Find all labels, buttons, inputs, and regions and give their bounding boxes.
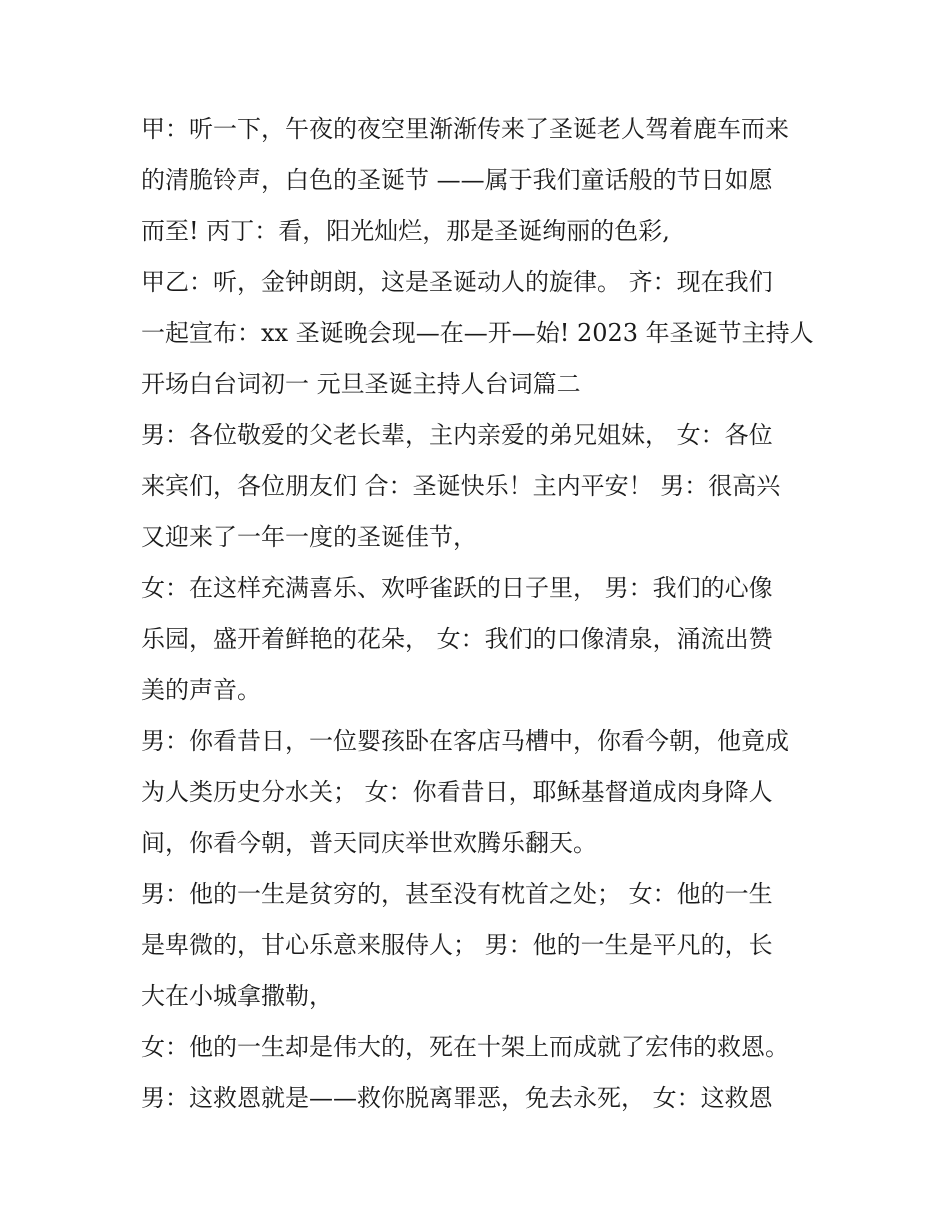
text-line: 男：各位敬爱的父老长辈，主内亲爱的弟兄姐妹， 女：各位 <box>141 421 773 449</box>
text-line: 间，你看今朝，普天同庆举世欢腾乐翻天。 <box>141 829 597 857</box>
text-line: 美的声音。 <box>141 676 261 704</box>
text-line: 男：他的一生是贫穷的，甚至没有枕首之处； 女：他的一生 <box>141 880 773 908</box>
text-line: 甲乙：听，金钟朗朗，这是圣诞动人的旋律。 齐：现在我们 <box>141 268 773 296</box>
text-line: 为人类历史分水关； 女：你看昔日，耶稣基督道成肉身降人 <box>141 778 773 806</box>
text-line: 甲：听一下，午夜的夜空里渐渐传来了圣诞老人驾着鹿车而来 <box>141 115 789 143</box>
text-line: 女：在这样充满喜乐、欢呼雀跃的日子里， 男：我们的心像 <box>141 574 773 602</box>
text-line: 大在小城拿撒勒， <box>141 982 333 1010</box>
text-line: 的清脆铃声，白色的圣诞节 ——属于我们童话般的节日如愿 <box>141 166 773 194</box>
text-line: 一起宣布：xx 圣诞晚会现—在—开—始! 2023 年圣诞节主持人 <box>141 319 814 347</box>
text-line: 而至! 丙丁：看，阳光灿烂，那是圣诞绚丽的色彩, <box>141 217 670 245</box>
text-line: 男：你看昔日，一位婴孩卧在客店马槽中，你看今朝，他竟成 <box>141 727 789 755</box>
body-text <box>141 104 821 1124</box>
text-line: 是卑微的，甘心乐意来服侍人； 男：他的一生是平凡的，长 <box>141 931 773 959</box>
text-line: 女：他的一生却是伟大的，死在十架上而成就了宏伟的救恩。 <box>141 1033 789 1061</box>
text-line: 又迎来了一年一度的圣诞佳节， <box>141 523 477 551</box>
text-line: 男：这救恩就是——救你脱离罪恶，免去永死， 女：这救恩 <box>141 1084 773 1112</box>
text-line: 开场白台词初一 元旦圣诞主持人台词篇二 <box>141 370 581 398</box>
text-line: 乐园，盛开着鲜艳的花朵， 女：我们的口像清泉，涌流出赞 <box>141 625 773 653</box>
text-line: 来宾们，各位朋友们 合：圣诞快乐！主内平安！ 男：很高兴 <box>141 472 781 500</box>
